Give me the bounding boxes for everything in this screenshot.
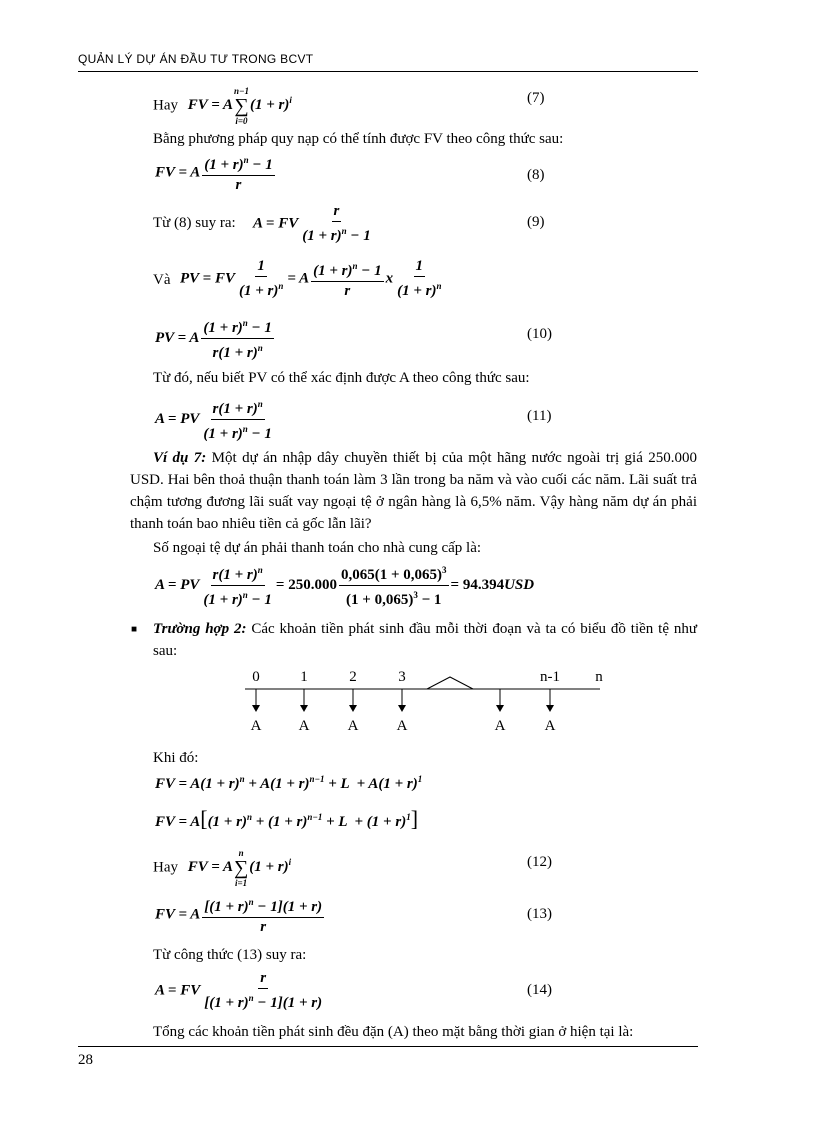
example-7-paragraph (130, 447, 697, 535)
eq10-formula: PV = A $\frac{(1 + r)^n - 1}{r(1 + r)^n}$ (155, 315, 276, 362)
total-sentence: Tổng các khoản tiền phát sinh đều đặn (A) theo mặt bằng thời gian ở hiện tại là: (153, 1024, 634, 1040)
payment-label-5: A (544, 718, 556, 734)
cash-flow-diagram (230, 660, 620, 740)
pv-formula: PV = FV $\frac{1}{(1 + r)^n}$ = A $\frac{(1 + r)^n - 1}{r}$ x $\frac{1}{(1 + r)^n}$ (180, 258, 442, 299)
eq11-formula: A = PV $\frac{r(1 + r)^n}{(1 + r)^n - 1}$ (155, 396, 276, 443)
running-header: QUẢN LÝ DỰ ÁN ĐẦU TƯ TRONG BCVT (78, 52, 314, 66)
eq8-formula: FV = A $\frac{(1 + r)^n - 1}{r}$ (155, 152, 277, 194)
arrow-0 (252, 705, 260, 712)
case-2-label: Trường hợp 2: (153, 621, 247, 637)
payment-label-0: A (250, 718, 262, 734)
bullet-marker: ■ (131, 624, 138, 635)
case-2-text: Các khoản tiền phát sinh đầu mỗi thời đoạn và ta có biểu đồ tiền tệ như sau: (153, 621, 697, 659)
fv-expansion-2: FV = $A[(1 + r)^n + (1 + r)^{n-1} + L + (1 + r)^1]$ (155, 806, 419, 831)
eq12-number: (12) (527, 854, 552, 870)
from8-label: Từ (8) suy ra: (153, 215, 236, 231)
hay-label-2: Hay (153, 859, 178, 876)
then-sentence: Từ đó, nếu biết PV có thể xác định được A theo công thức sau: (153, 370, 530, 386)
va-label: Và (153, 272, 171, 288)
example-label: Ví dụ 7: (153, 450, 207, 466)
den-expr: (1 + 0,065) (346, 592, 414, 608)
rate-expr: 0,065(1 + 0,065) (340, 567, 442, 583)
eq7-line: Hay FV = A n−1 ∑ i=0 $(1 + r)^i$ (153, 86, 292, 126)
payment-sentence: Số ngoại tệ dự án phải thanh toán cho nhà cung cấp là: (153, 540, 482, 556)
principal-value: 250.000 (288, 577, 337, 594)
tick-label-2: 2 (349, 669, 357, 685)
eq10-number: (10) (527, 326, 552, 342)
eq14-formula: A = FV $\frac{r}{[(1 + r)^n - 1](1 + r)}$ (155, 970, 323, 1011)
eq13-number: (13) (527, 906, 552, 922)
from-13-sentence: Từ công thức (13) suy ra: (153, 947, 307, 963)
tick-label-0: 0 (252, 669, 260, 685)
footer-rule (78, 1046, 698, 1047)
tick-label-3: 3 (398, 669, 406, 685)
payment-label-3: A (396, 718, 408, 734)
case-2-paragraph (153, 618, 697, 662)
result-value: 94.394 (462, 577, 505, 594)
eq8-number: (8) (527, 167, 545, 183)
eq13-formula: FV = A $\frac{[(1 + r)^n - 1](1 + r)}{r}$ (155, 894, 326, 936)
example-formula: A = PV $\frac{r(1 + r)^n}{(1 + r)^n - 1}$ = 250.000 $\frac{0,065(1 + 0,065)^3}{(1 + 0,065)^3 - 1}$ = 94.394USD (155, 562, 534, 609)
arrow-4 (496, 705, 504, 712)
arrow-3 (398, 705, 406, 712)
fv-expansion-1: FV = $A(1 + r)^n + A(1 + r)^{n-1} + L + A(1 + r)^1$ (155, 774, 423, 792)
arrow-1 (300, 705, 308, 712)
eq9-line (153, 213, 236, 233)
arrow-2 (349, 705, 357, 712)
example-text: Một dự án nhập dây chuyền thiết bị của một hãng nước ngoài trị giá 250.000 USD. Hai bên thoả thuận thanh toán làm 3 lần trong ba năm và vào cuối các năm. Lãi suất trả chậm tương đương lãi suất vay ngoại tệ ở ngân hàng là 6,5% năm. Vậy hàng năm dự án phải thanh toán bao nhiêu tiền cả gốc lẫn lãi? (130, 450, 698, 532)
header-rule (78, 71, 698, 72)
induction-sentence: Bằng phương pháp quy nạp có thể tính được FV theo công thức sau: (153, 131, 564, 147)
eq9-number: (9) (527, 214, 545, 230)
payment-label-1: A (298, 718, 310, 734)
arrow-5 (546, 705, 554, 712)
eq11-number: (11) (527, 408, 552, 424)
then-label: Khi đó: (153, 750, 199, 766)
tick-label-1: 1 (300, 669, 308, 685)
eq7-number: (7) (527, 90, 545, 106)
page-number: 28 (78, 1052, 93, 1068)
eq14-number: (14) (527, 982, 552, 998)
result-unit: USD (504, 577, 535, 594)
eq12-line: Hay FV = A n ∑ i=1 $(1 + r)^i$ (153, 848, 292, 888)
payment-label-4: A (494, 718, 506, 734)
hay-label: Hay (153, 97, 178, 114)
payment-label-2: A (347, 718, 359, 734)
eq9-formula: A = FV $\frac{r}{(1 + r)^n - 1}$ (253, 203, 371, 244)
tick-label-n: n (595, 669, 603, 685)
tick-label-n-1: n-1 (540, 669, 560, 685)
